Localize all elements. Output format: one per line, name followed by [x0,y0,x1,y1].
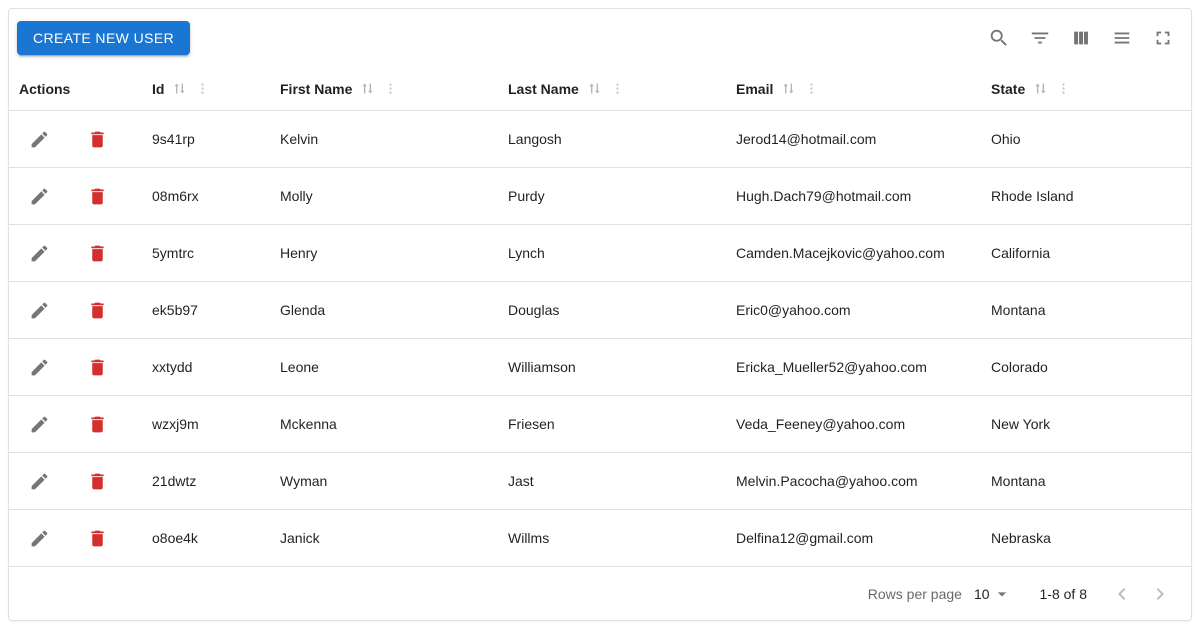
column-label: Last Name [508,80,579,97]
column-menu-icon[interactable] [804,81,819,96]
cell-first-name: Glenda [280,302,326,318]
table-row [9,282,1191,339]
cell-id: 21dwtz [152,473,197,489]
cell-last-name: Langosh [508,131,562,147]
column-menu-icon[interactable] [195,81,210,96]
table-header-row [9,67,1191,111]
cell-id: 5ymtrc [152,245,194,261]
column-label: State [991,80,1026,97]
table-row [9,396,1191,453]
cell-state: Montana [991,473,1046,489]
delete-icon[interactable] [85,241,109,265]
column-label: Email [736,80,774,97]
cell-email: Ericka_Mueller52@yahoo.com [736,359,927,375]
search-icon[interactable] [987,26,1011,50]
column-header-first-name[interactable] [270,67,498,110]
edit-icon[interactable] [27,412,51,436]
cell-first-name: Mckenna [280,416,337,432]
table-row [9,111,1191,168]
row-actions [9,298,142,322]
delete-icon[interactable] [85,412,109,436]
column-label: First Name [280,80,353,97]
row-actions [9,469,142,493]
delete-icon[interactable] [85,184,109,208]
cell-email: Melvin.Pacocha@yahoo.com [736,473,918,489]
table-row [9,168,1191,225]
edit-icon[interactable] [27,298,51,322]
cell-last-name: Purdy [508,188,545,204]
rows-per-page-label: Rows per page [867,585,962,602]
sort-icon[interactable] [586,80,603,97]
table-pagination-footer [9,567,1191,620]
users-data-grid [8,8,1192,621]
cell-last-name: Williamson [508,359,576,375]
columns-icon[interactable] [1069,26,1093,50]
rows-per-page-select[interactable] [974,584,1012,604]
delete-icon[interactable] [85,469,109,493]
cell-state: Colorado [991,359,1048,375]
cell-first-name: Leone [280,359,319,375]
filter-icon[interactable] [1028,26,1052,50]
table-row [9,510,1191,567]
column-header-id[interactable] [142,67,270,110]
table-row [9,453,1191,510]
fullscreen-icon[interactable] [1151,26,1175,50]
column-header-actions [9,67,142,110]
column-menu-icon[interactable] [383,81,398,96]
next-page-icon[interactable] [1141,575,1179,613]
density-icon[interactable] [1110,26,1134,50]
caret-down-icon [992,584,1012,604]
sort-icon[interactable] [1032,80,1049,97]
row-actions [9,412,142,436]
cell-id: 9s41rp [152,131,195,147]
cell-email: Hugh.Dach79@hotmail.com [736,188,912,204]
column-label: Actions [19,80,71,97]
row-actions [9,526,142,550]
cell-last-name: Lynch [508,245,545,261]
cell-last-name: Willms [508,530,550,546]
pagination-range: 1-8 of 8 [1039,585,1087,602]
cell-last-name: Douglas [508,302,560,318]
column-header-state[interactable] [981,67,1191,110]
row-actions [9,241,142,265]
edit-icon[interactable] [27,127,51,151]
cell-last-name: Jast [508,473,534,489]
cell-email: Veda_Feeney@yahoo.com [736,416,906,432]
previous-page-icon[interactable] [1103,575,1141,613]
cell-state: New York [991,416,1051,432]
cell-id: 08m6rx [152,188,199,204]
sort-icon[interactable] [359,80,376,97]
cell-state: Rhode Island [991,188,1074,204]
cell-state: Ohio [991,131,1021,147]
cell-first-name: Wyman [280,473,328,489]
edit-icon[interactable] [27,526,51,550]
row-actions [9,355,142,379]
delete-icon[interactable] [85,355,109,379]
cell-first-name: Molly [280,188,313,204]
create-new-user-button[interactable]: CREATE NEW USER [17,21,190,55]
edit-icon[interactable] [27,241,51,265]
cell-first-name: Janick [280,530,320,546]
cell-state: Nebraska [991,530,1051,546]
cell-email: Camden.Macejkovic@yahoo.com [736,245,945,261]
delete-icon[interactable] [85,526,109,550]
column-label: Id [152,80,165,97]
table-row [9,225,1191,282]
pager [1103,575,1179,613]
delete-icon[interactable] [85,298,109,322]
toolbar-icon-group [987,26,1175,50]
row-actions [9,184,142,208]
edit-icon[interactable] [27,355,51,379]
sort-icon[interactable] [780,80,797,97]
sort-icon[interactable] [171,80,188,97]
delete-icon[interactable] [85,127,109,151]
cell-first-name: Henry [280,245,318,261]
column-header-email[interactable] [726,67,981,110]
column-header-last-name[interactable] [498,67,726,110]
rows-per-page-value: 10 [973,585,990,602]
cell-state: California [991,245,1051,261]
row-actions [9,127,142,151]
edit-icon[interactable] [27,469,51,493]
cell-first-name: Kelvin [280,131,319,147]
cell-email: Delfina12@gmail.com [736,530,874,546]
edit-icon[interactable] [27,184,51,208]
cell-email: Jerod14@hotmail.com [736,131,877,147]
cell-id: wzxj9m [152,416,199,432]
grid-toolbar [9,9,1191,67]
column-menu-icon[interactable] [610,81,625,96]
column-menu-icon[interactable] [1056,81,1071,96]
cell-id: o8oe4k [152,530,198,546]
cell-state: Montana [991,302,1046,318]
cell-id: xxtydd [152,359,193,375]
cell-id: ek5b97 [152,302,198,318]
table-row [9,339,1191,396]
cell-email: Eric0@yahoo.com [736,302,851,318]
cell-last-name: Friesen [508,416,555,432]
